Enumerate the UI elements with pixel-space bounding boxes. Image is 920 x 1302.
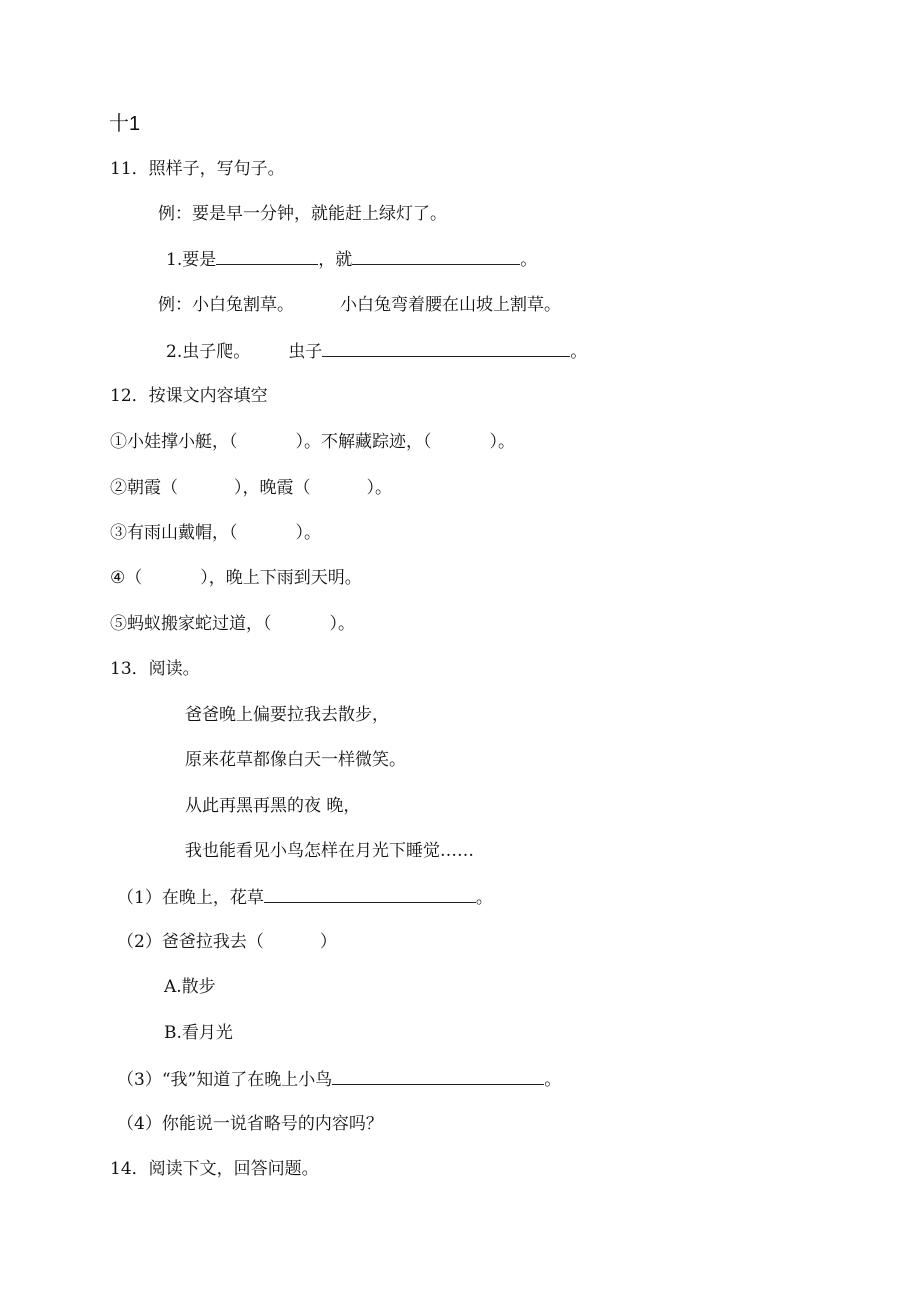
q11-item-1: 1.要是 ，就 。	[166, 250, 538, 270]
answer-blank[interactable]	[264, 886, 476, 903]
answer-blank[interactable]	[322, 340, 570, 357]
q11-item-2: 2.虫子爬。 虫子 。	[166, 342, 588, 362]
poem-line: 爸爸晚上偏要拉我去散步，	[185, 705, 389, 725]
poem-line: 我也能看见小鸟怎样在月光下睡觉……	[185, 841, 474, 861]
answer-blank[interactable]	[332, 1068, 544, 1085]
poem-line: 从此再黑再黑的夜 晚，	[185, 796, 361, 816]
q12-line-4: ④（ ），晚上下雨到天明。	[110, 568, 362, 588]
q12-line-1: ①小娃撑小艇，（ ）。不解藏踪迹，（ ）。	[110, 432, 515, 452]
header-title: 十1	[109, 113, 141, 135]
q12-line-2: ②朝霞（ ），晚霞（ ）。	[110, 478, 392, 498]
q13-heading: 13．阅读。	[110, 659, 200, 679]
q13-sub-1: （1）在晚上，花草 。	[117, 888, 493, 908]
q12-heading: 12．按课文内容填空	[110, 386, 268, 406]
q13-sub-3: （3）“我”知道了在晚上小鸟 。	[117, 1070, 562, 1090]
q13-sub-4: （4）你能说一说省略号的内容吗？	[117, 1114, 383, 1134]
q11-example-2: 例：小白兔割草。 小白兔弯着腰在山坡上割草。	[158, 295, 561, 315]
answer-blank[interactable]	[216, 248, 318, 265]
page-header	[109, 113, 140, 135]
answer-blank[interactable]	[352, 248, 520, 265]
q13-sub-2: （2）爸爸拉我去（ ）	[117, 932, 337, 952]
q13-option-b[interactable]: B.看月光	[164, 1023, 233, 1043]
q12-line-5: ⑤蚂蚁搬家蛇过道，（ ）。	[110, 614, 355, 634]
q13-option-a[interactable]: A.散步	[164, 977, 216, 997]
q11-heading: 11．照样子，写句子。	[110, 159, 285, 179]
q12-line-3: ③有雨山戴帽，（ ）。	[110, 523, 321, 543]
poem-line: 原来花草都像白天一样微笑。	[185, 750, 406, 770]
q14-heading: 14．阅读下文，回答问题。	[110, 1159, 319, 1179]
q11-example-1: 例：要是早一分钟，就能赶上绿灯了。	[158, 204, 447, 224]
